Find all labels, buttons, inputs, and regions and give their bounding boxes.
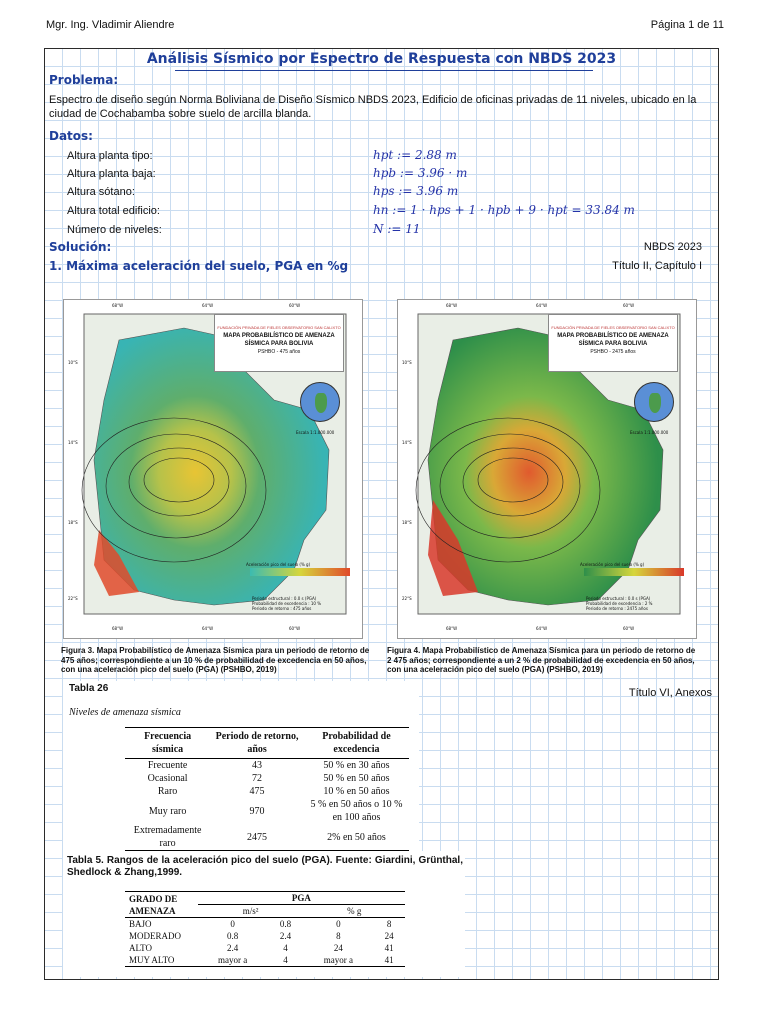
south-america-shape (649, 393, 661, 413)
table-header: % g (347, 906, 362, 916)
table-header: Probabilidad de excedencia (322, 731, 391, 755)
lon-label: 64°W (202, 303, 214, 308)
legend-title: Aceleración pico del suelo (% g) (246, 562, 311, 567)
map-figure-475 (63, 299, 363, 639)
section-1-heading: 1. Máxima aceleración del suelo, PGA en %g (49, 259, 349, 273)
map-title-box (548, 314, 678, 372)
lat-label: 18°S (402, 520, 412, 525)
worksheet (44, 48, 719, 980)
lon-label: 68°W (112, 303, 124, 308)
map-title-box (214, 314, 344, 372)
solucion-heading: Solución: (49, 240, 112, 254)
map-org: FUNDACIÓN PRIVADA DE FIELES OBSERVATORIO SAN CALIXTO (551, 325, 675, 330)
map-org: FUNDACIÓN PRIVADA DE FIELES OBSERVATORIO SAN CALIXTO (217, 325, 341, 330)
lon-label: 68°W (446, 626, 458, 631)
table-row: ALTO 2.4 4 24 41 (129, 943, 394, 953)
south-america-shape (315, 393, 327, 413)
dato-label: Altura planta tipo: (67, 150, 153, 162)
table-row: Muy raro 970 5 % en 50 años o 10 % en 100 años (148, 799, 403, 823)
map-scale: Escala 1:1.000.000 (630, 430, 669, 435)
tabla-5-label: Tabla 5. Rangos de la aceleración pico del suelo (PGA). Fuente: Giardini, Grünthal, Shedlock & Zhang,1999. (67, 855, 463, 878)
lon-label: 64°W (536, 626, 548, 631)
lon-label: 68°W (446, 303, 458, 308)
lon-label: 60°W (289, 303, 301, 308)
lat-label: 10°S (68, 360, 78, 365)
map-title-line: SÍSMICA PARA BOLIVIA (244, 341, 314, 347)
dato-label: Altura total edificio: (67, 205, 160, 217)
solucion-ref: NBDS 2023 (643, 241, 702, 253)
lat-label: 22°S (402, 596, 412, 601)
map-figure-2475 (397, 299, 697, 639)
tabla-26-ref: Título VI, Anexos (628, 687, 712, 699)
map-title-line: SÍSMICA PARA BOLIVIA (578, 341, 648, 347)
table-row: Raro 475 10 % en 50 años (157, 786, 390, 797)
problema-text: Espectro de diseño según Norma Boliviana de Diseño Sísmico NBDS 2023, Edificio de oficinas privadas de 11 niveles, ubicado en la ciudad de Cochabamba sobre suelo de arcilla blanda. (49, 94, 697, 120)
section-1-ref: Título II, Capítulo I (612, 260, 702, 272)
table-row: MUY ALTO mayor a 4 mayor a 41 (129, 955, 394, 965)
table-row: Extremadamente raro 2475 2% en 50 años (133, 825, 386, 849)
legend-colorbar (584, 568, 684, 576)
table-header: Periodo de retorno, años (215, 731, 299, 755)
lon-label: 64°W (202, 626, 214, 631)
header-author: Mgr. Ing. Vladimir Aliendre (46, 19, 175, 31)
figure-4-caption: Figura 4. Mapa Probabilístico de Amenaza Sísmica para un periodo de retorno de 2 475 años; correspondiente a un 2 % de probabilidad de excedencia en 50 años, con una aceleración pico del suelo (PGA) (PSHBO, 2019) (387, 646, 696, 674)
legend-title: Aceleración pico del suelo (% g) (580, 562, 645, 567)
map-params: Periodo estructural : 0.0 s (PGA) Probabilidad de excedencia : 2 % Periodo de retorno : 2475 años (586, 596, 653, 611)
table-row: Ocasional 72 50 % en 50 años (147, 773, 390, 784)
figure-3-caption: Figura 3. Mapa Probabilístico de Amenaza Sísmica para un periodo de retorno de 475 años; correspondiente a un 10 % de probabilidad de excedencia en 50 años, con una aceleración pico del suelo (PGA) (PSHBO, 2019) (61, 646, 370, 674)
map-params: Periodo estructural : 0.0 s (PGA) Probabilidad de excedencia : 10 % Periodo de retorno : 475 años (252, 596, 321, 611)
table-header: m/s² (242, 906, 259, 916)
lon-label: 64°W (536, 303, 548, 308)
tabla-26-subtitle: Niveles de amenaza sísmica (69, 707, 181, 718)
table-header: Frecuencia sísmica (144, 731, 192, 755)
dato-equation: hps := 3.96 m (373, 184, 459, 198)
datos-heading: Datos: (49, 129, 93, 143)
page-title: Análisis Sísmico por Espectro de Respuesta con NBDS 2023 (146, 51, 617, 67)
tabla-5-panel (63, 851, 465, 977)
lon-label: 60°W (623, 303, 635, 308)
lat-label: 14°S (68, 440, 78, 445)
dato-equation: hpb := 3.96 · m (373, 166, 468, 180)
dato-equation: N := 11 (373, 222, 421, 236)
map-title-line: MAPA PROBABILÍSTICO DE AMENAZA (223, 333, 335, 339)
tabla-26-panel (63, 681, 419, 851)
table-row: Frecuente 43 50 % en 30 años (147, 760, 390, 771)
table-row: BAJO 0 0.8 0 8 (129, 919, 392, 929)
lat-label: 18°S (68, 520, 78, 525)
tabla-26 (125, 727, 409, 851)
lon-label: 60°W (623, 626, 635, 631)
globe-inset (634, 382, 674, 422)
dato-equation: hn := 1 · hps + 1 · hpb + 9 · hpt = 33.84 m (373, 203, 635, 217)
title-underline (175, 70, 593, 71)
dato-label: Altura sótano: (67, 186, 135, 198)
lon-label: 60°W (289, 626, 301, 631)
map-subtitle: PSHBO - 475 años (257, 349, 301, 355)
map-title-line: MAPA PROBABILÍSTICO DE AMENAZA (557, 333, 669, 339)
dato-label: Altura planta baja: (67, 168, 156, 180)
map-subtitle: PSHBO - 2475 años (590, 349, 636, 355)
table-header: PGA (198, 892, 405, 905)
lat-label: 22°S (68, 596, 78, 601)
dato-label: Número de niveles: (67, 224, 162, 236)
table-header: GRADO DE AMENAZA (125, 892, 198, 918)
header-page-number: Página 1 de 11 (650, 19, 724, 31)
tabla-5 (125, 891, 405, 967)
map-scale: Escala 1:1.000.000 (296, 430, 335, 435)
lon-label: 68°W (112, 626, 124, 631)
table-row: MODERADO 0.8 2.4 8 24 (129, 931, 394, 941)
tabla-26-label: Tabla 26 (69, 683, 109, 694)
lat-label: 10°S (402, 360, 412, 365)
globe-inset (300, 382, 340, 422)
lat-label: 14°S (402, 440, 412, 445)
legend-colorbar (250, 568, 350, 576)
dato-equation: hpt := 2.88 m (373, 148, 457, 162)
problema-heading: Problema: (49, 73, 119, 87)
